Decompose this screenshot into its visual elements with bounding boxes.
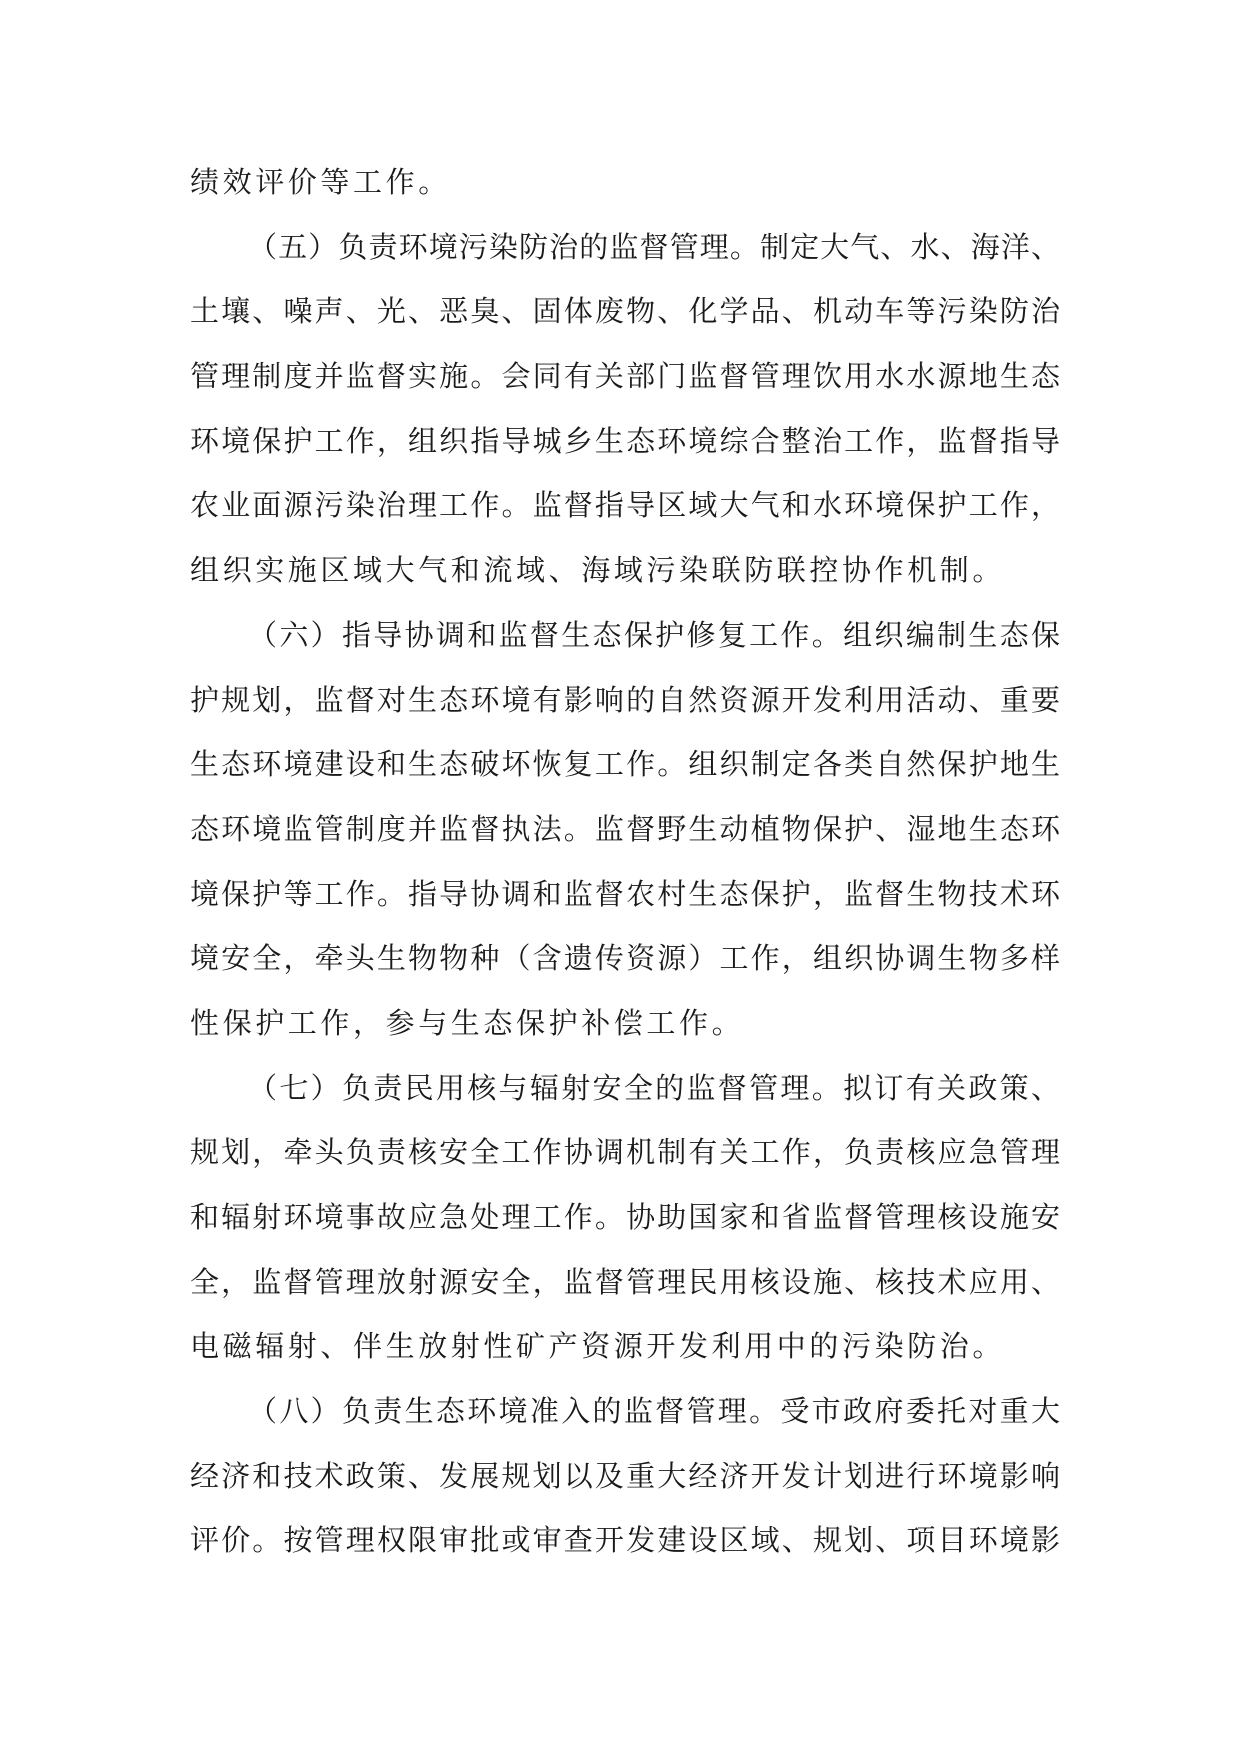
text-line: 经济和技术政策、发展规划以及重大经济开发计划进行环境影响 bbox=[190, 1458, 1060, 1493]
text-line: （七）负责民用核与辐射安全的监督管理。拟订有关政策、 bbox=[248, 1070, 1060, 1105]
text-line: 态环境监管制度并监督执法。监督野生动植物保护、湿地生态环 bbox=[190, 811, 1060, 846]
text-line: 农业面源污染治理工作。监督指导区域大气和水环境保护工作， bbox=[190, 488, 1060, 523]
text-line: 和辐射环境事故应急处理工作。协助国家和省监督管理核设施安 bbox=[190, 1200, 1060, 1234]
text-line: 组织实施区域大气和流域、海域污染联防联控协作机制。 bbox=[190, 553, 1006, 588]
text-line: 境保护等工作。指导协调和监督农村生态保护，监督生物技术环 bbox=[190, 876, 1060, 911]
text-line: （六）指导协调和监督生态保护修复工作。组织编制生态保 bbox=[248, 617, 1060, 652]
text-line: 护规划，监督对生态环境有影响的自然资源开发利用活动、重要 bbox=[190, 682, 1060, 717]
text-line: 土壤、噪声、光、恶臭、固体废物、化学品、机动车等污染防治 bbox=[190, 294, 1060, 329]
body-text bbox=[190, 150, 1060, 1573]
text-line: 评价。按管理权限审批或审查开发建设区域、规划、项目环境影 bbox=[190, 1523, 1060, 1558]
text-line: 绩效评价等工作。 bbox=[190, 165, 451, 199]
text-line: 规划，牵头负责核安全工作协调机制有关工作，负责核应急管理 bbox=[190, 1135, 1060, 1170]
text-line: 全，监督管理放射源安全，监督管理民用核设施、核技术应用、 bbox=[190, 1264, 1060, 1299]
text-line: 生态环境建设和生态破坏恢复工作。组织制定各类自然保护地生 bbox=[190, 747, 1060, 782]
text-line: （八）负责生态环境准入的监督管理。受市政府委托对重大 bbox=[248, 1394, 1060, 1429]
text-line: 性保护工作，参与生态保护补偿工作。 bbox=[190, 1005, 745, 1040]
text-line: 环境保护工作，组织指导城乡生态环境综合整治工作，监督指导 bbox=[190, 423, 1060, 458]
text-line: 管理制度并监督实施。会同有关部门监督管理饮用水水源地生态 bbox=[190, 359, 1060, 394]
text-line: 电磁辐射、伴生放射性矿产资源开发利用中的污染防治。 bbox=[190, 1329, 1006, 1364]
text-line: 境安全，牵头生物物种（含遗传资源）工作，组织协调生物多样 bbox=[190, 941, 1060, 976]
text-line: （五）负责环境污染防治的监督管理。制定大气、水、海洋、 bbox=[248, 229, 1060, 264]
